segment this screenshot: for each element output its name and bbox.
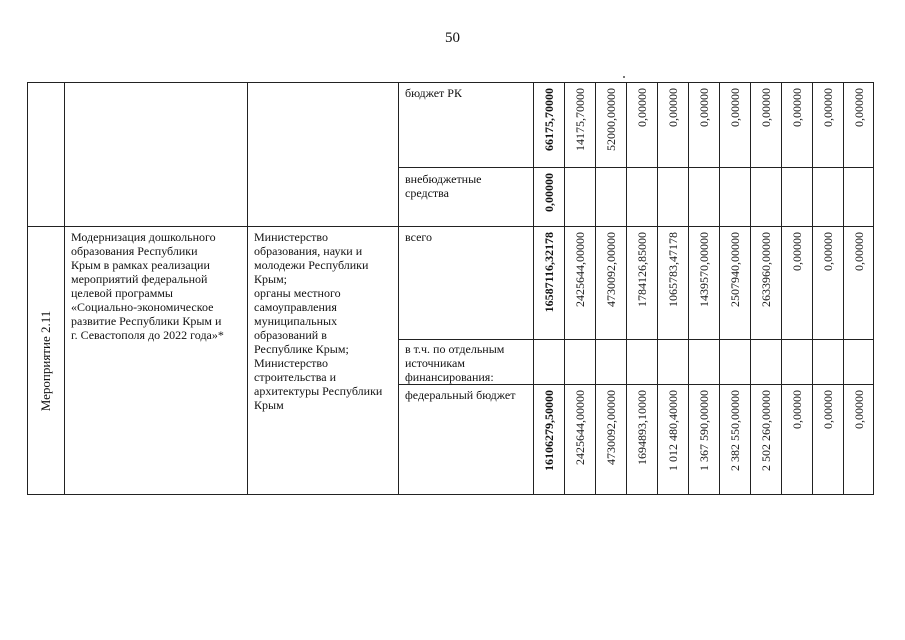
value-federal: 2425644,00000 bbox=[573, 390, 587, 465]
source-federal: федеральный бюджет bbox=[405, 388, 516, 402]
executor-line: Крым bbox=[254, 398, 284, 412]
cell-value bbox=[720, 83, 751, 168]
value-total: 1065783,47178 bbox=[666, 232, 680, 307]
cell-empty bbox=[813, 340, 844, 385]
cell-value bbox=[844, 227, 874, 340]
cell-empty bbox=[751, 168, 782, 227]
cell-value bbox=[565, 385, 596, 495]
cell-empty bbox=[658, 168, 689, 227]
cell-empty bbox=[689, 340, 720, 385]
value-total: 1439570,00000 bbox=[697, 232, 711, 307]
cell-value bbox=[689, 227, 720, 340]
cell-source-total bbox=[399, 227, 534, 340]
executor-line: Крым; bbox=[254, 272, 287, 286]
cell-value bbox=[751, 385, 782, 495]
cell-value bbox=[782, 385, 813, 495]
cell-empty bbox=[844, 168, 874, 227]
executor-line: строительства и bbox=[254, 370, 336, 384]
cell-empty bbox=[689, 168, 720, 227]
cell-value bbox=[596, 385, 627, 495]
measure-name-line: Модернизация дошкольного bbox=[71, 230, 216, 244]
cell-empty bbox=[658, 340, 689, 385]
cell-empty bbox=[596, 340, 627, 385]
measure-name-line: развитие Республики Крым и bbox=[71, 314, 222, 328]
page-number: 50 bbox=[445, 30, 460, 46]
value-total: 1784126,85000 bbox=[635, 232, 649, 307]
cell-value bbox=[782, 83, 813, 168]
cell-empty bbox=[782, 340, 813, 385]
value-total: 0,00000 bbox=[851, 232, 866, 271]
value-total: 2507940,00000 bbox=[728, 232, 742, 307]
measure-name-line: образования Республики bbox=[71, 244, 198, 258]
cell-measure-empty bbox=[28, 83, 65, 227]
cell-value bbox=[813, 83, 844, 168]
value-federal: 1694893,10000 bbox=[635, 390, 649, 465]
cell-value bbox=[813, 227, 844, 340]
cell-value bbox=[844, 83, 874, 168]
cell-value bbox=[627, 227, 658, 340]
value-total: 0,00000 bbox=[821, 232, 835, 271]
cell-empty bbox=[751, 340, 782, 385]
executor-line: архитектуры Республики bbox=[254, 384, 383, 398]
cell-value bbox=[565, 83, 596, 168]
cell-value bbox=[720, 385, 751, 495]
cell-source-federal bbox=[399, 385, 534, 495]
cell-empty bbox=[720, 340, 751, 385]
executor-line: образований в bbox=[254, 328, 327, 342]
measure-name-line: Крым в рамках реализации bbox=[71, 258, 210, 272]
cell-value bbox=[627, 385, 658, 495]
cell-executor-empty bbox=[248, 83, 399, 227]
value-budget-rk-total: 66175,70000 bbox=[542, 88, 556, 151]
cell-value bbox=[689, 385, 720, 495]
cell-empty bbox=[596, 168, 627, 227]
value-federal: 4730092,00000 bbox=[604, 390, 618, 465]
executor-line: самоуправления bbox=[254, 300, 337, 314]
row-total bbox=[28, 227, 874, 340]
cell-empty bbox=[844, 340, 874, 385]
cell-source-extrabudget bbox=[399, 168, 534, 227]
value-budget-rk: 52000,00000 bbox=[604, 88, 618, 151]
cell-value bbox=[813, 385, 844, 495]
source-extrabudget-line2: средства bbox=[405, 186, 450, 200]
cell-value bbox=[658, 83, 689, 168]
cell-empty bbox=[627, 340, 658, 385]
value-budget-rk: 0,00000 bbox=[728, 88, 742, 127]
cell-value bbox=[596, 83, 627, 168]
executor-line: Министерство bbox=[254, 230, 328, 244]
value-budget-rk: 0,00000 bbox=[790, 88, 804, 127]
cell-value bbox=[534, 227, 565, 340]
source-budget-rk: бюджет РК bbox=[405, 86, 462, 100]
value-total-sum: 16587116,32178 bbox=[542, 232, 556, 313]
value-total: 2425644,00000 bbox=[573, 232, 587, 307]
cell-empty bbox=[813, 168, 844, 227]
source-including-line3: финансирования: bbox=[405, 370, 494, 384]
source-extrabudget-line1: внебюджетные bbox=[405, 172, 482, 186]
source-including-line2: источникам bbox=[405, 356, 465, 370]
measure-label: Мероприятие 2.11 bbox=[38, 310, 53, 411]
source-including-line1: в т.ч. по отдельным bbox=[405, 342, 505, 356]
value-budget-rk: 0,00000 bbox=[851, 88, 866, 127]
value-total: 0,00000 bbox=[790, 232, 804, 271]
value-budget-rk: 0,00000 bbox=[821, 88, 835, 127]
value-federal-total: 16106279,50000 bbox=[542, 390, 556, 471]
cell-value bbox=[534, 168, 565, 227]
cell-value bbox=[782, 227, 813, 340]
row-budget-rk bbox=[28, 83, 874, 168]
executor-line: образования, науки и bbox=[254, 244, 363, 258]
value-federal: 1 367 590,00000 bbox=[697, 390, 711, 471]
cell-value bbox=[844, 385, 874, 495]
value-federal: 2 502 260,00000 bbox=[759, 390, 773, 471]
cell-value bbox=[534, 385, 565, 495]
cell-empty bbox=[782, 168, 813, 227]
value-extrabudget-total: 0,00000 bbox=[542, 173, 556, 212]
value-federal: 0,00000 bbox=[851, 390, 866, 429]
executor-line: органы местного bbox=[254, 286, 341, 300]
value-total: 2633960,00000 bbox=[759, 232, 773, 307]
cell-executor bbox=[248, 227, 399, 495]
value-budget-rk: 14175,70000 bbox=[573, 88, 587, 151]
executor-line: Министерство bbox=[254, 356, 328, 370]
value-budget-rk: 0,00000 bbox=[635, 88, 649, 127]
cell-value bbox=[658, 227, 689, 340]
cell-source-including bbox=[399, 340, 534, 385]
cell-value bbox=[689, 83, 720, 168]
cell-empty bbox=[565, 168, 596, 227]
cell-empty bbox=[534, 340, 565, 385]
cell-empty bbox=[720, 168, 751, 227]
cell-value bbox=[751, 83, 782, 168]
measure-name-line: целевой программы bbox=[71, 286, 173, 300]
cell-value bbox=[658, 385, 689, 495]
value-federal: 0,00000 bbox=[821, 390, 835, 429]
cell-value bbox=[596, 227, 627, 340]
value-budget-rk: 0,00000 bbox=[697, 88, 711, 127]
value-federal: 1 012 480,40000 bbox=[666, 390, 680, 471]
value-federal: 0,00000 bbox=[790, 390, 804, 429]
cell-value bbox=[565, 227, 596, 340]
cell-value bbox=[627, 83, 658, 168]
financing-table bbox=[27, 82, 874, 495]
executor-line: муниципальных bbox=[254, 314, 338, 328]
measure-name-line: мероприятий федеральной bbox=[71, 272, 208, 286]
cell-source-budget-rk bbox=[399, 83, 534, 168]
value-total: 4730092,00000 bbox=[604, 232, 618, 307]
cell-measure-name bbox=[65, 227, 248, 495]
value-budget-rk: 0,00000 bbox=[666, 88, 680, 127]
cell-empty bbox=[565, 340, 596, 385]
cell-measure-label bbox=[28, 227, 65, 495]
measure-name-line: г. Севастополя до 2022 года»* bbox=[71, 328, 224, 342]
measure-name-line: «Социально-экономическое bbox=[71, 300, 214, 314]
source-total: всего bbox=[405, 230, 433, 244]
value-budget-rk: 0,00000 bbox=[759, 88, 773, 127]
cell-value bbox=[751, 227, 782, 340]
cell-empty bbox=[627, 168, 658, 227]
scan-speck bbox=[623, 76, 625, 78]
executor-line: Республике Крым; bbox=[254, 342, 349, 356]
cell-value bbox=[720, 227, 751, 340]
cell-value bbox=[534, 83, 565, 168]
value-federal: 2 382 550,00000 bbox=[728, 390, 742, 471]
executor-line: молодежи Республики bbox=[254, 258, 369, 272]
cell-name-empty bbox=[65, 83, 248, 227]
